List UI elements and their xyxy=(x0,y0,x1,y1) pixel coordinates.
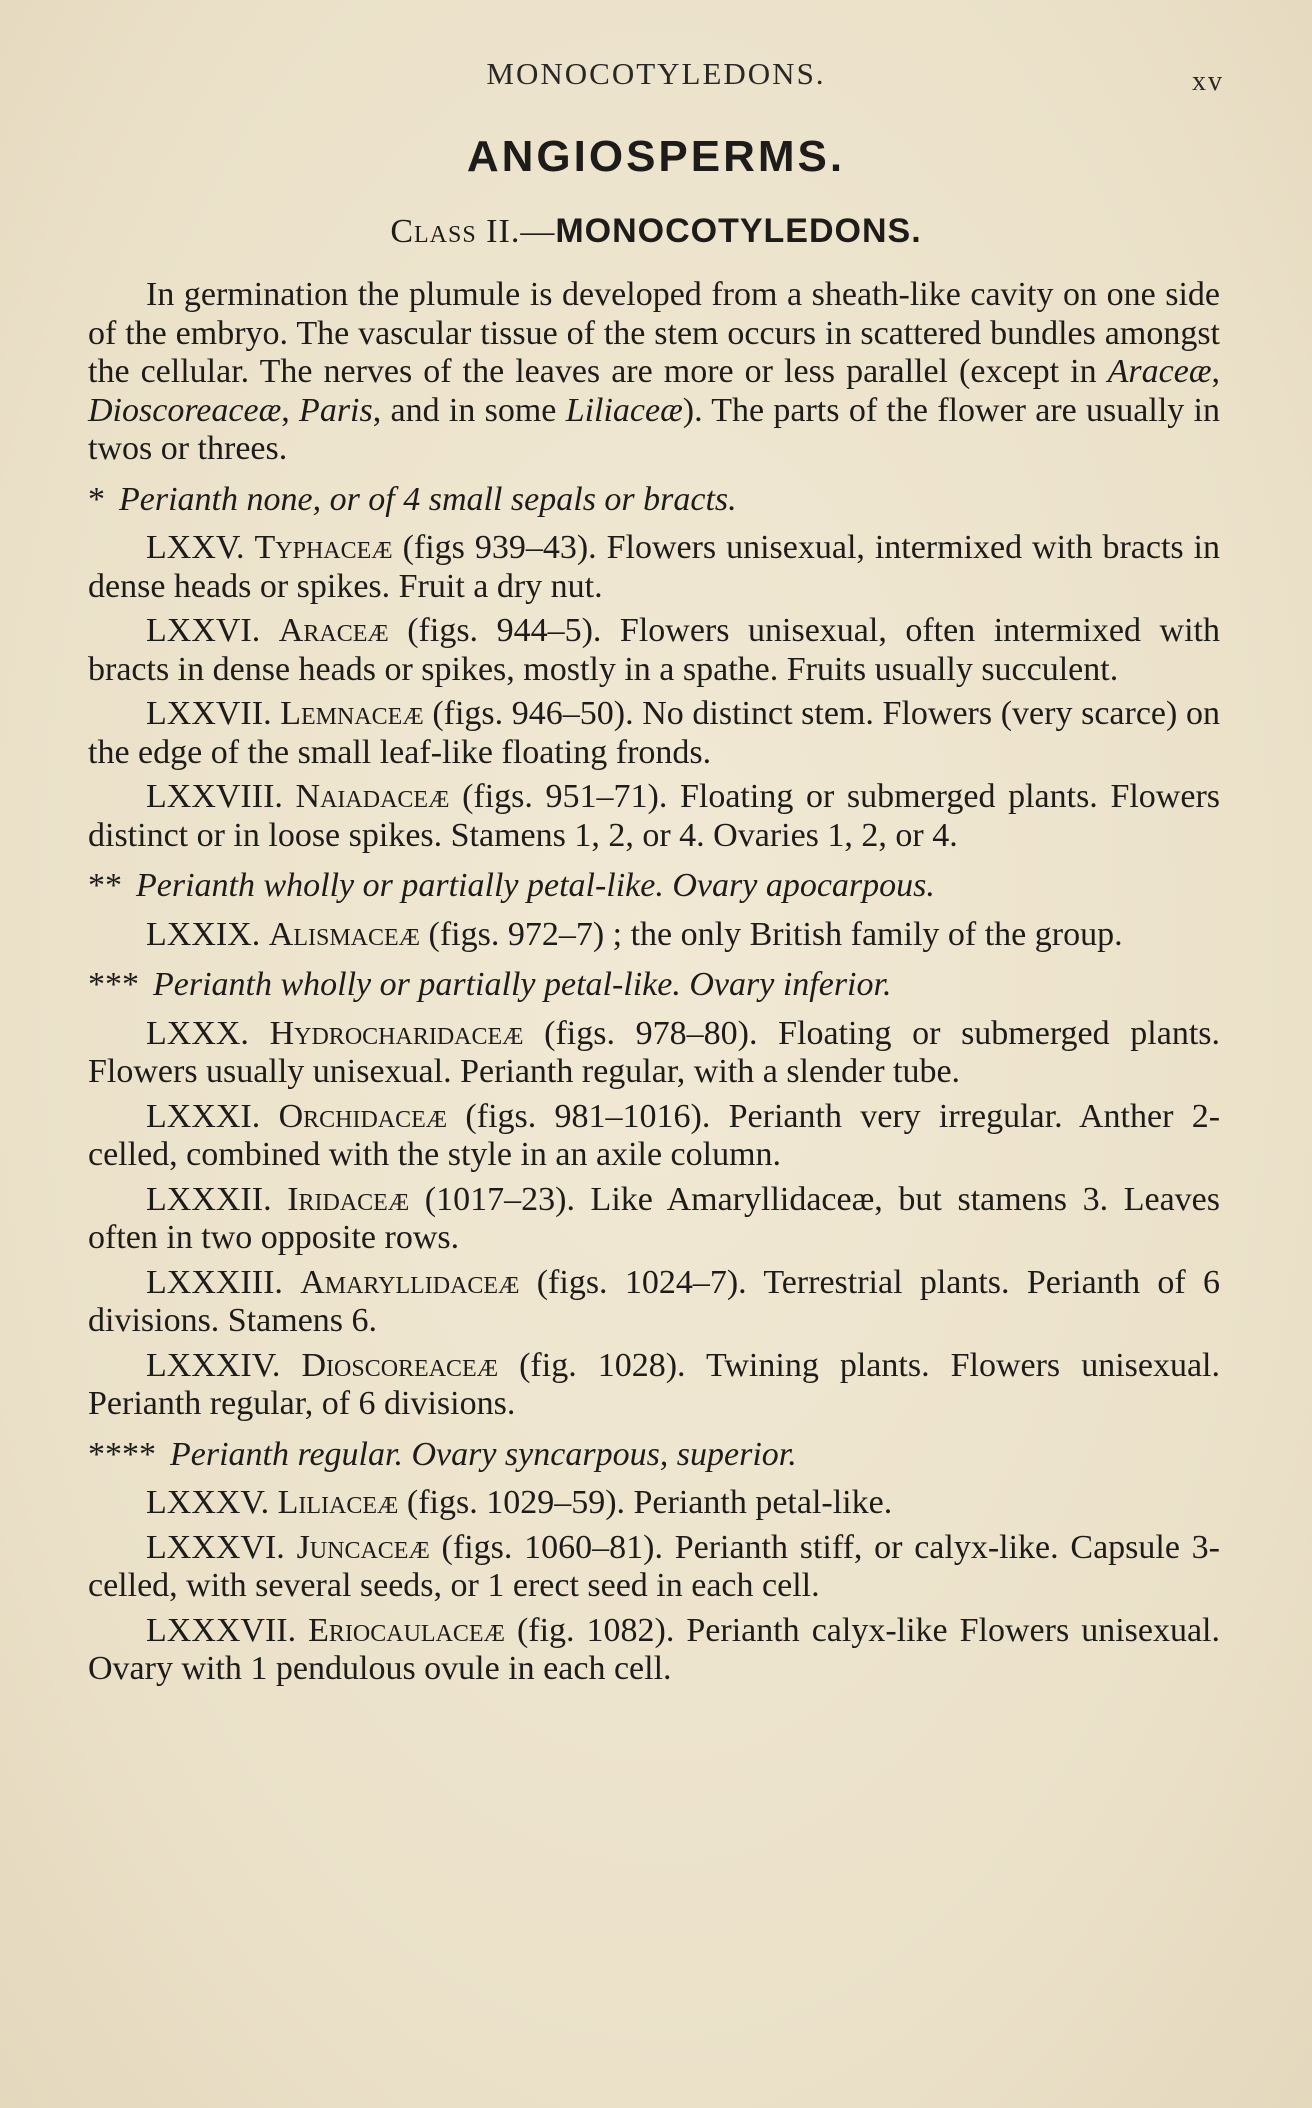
family-description: (figs. 951–71). Floating or submerged plants. Flowers distinct or in loose spikes. Stamens 1, 2, or 4. Ovaries 1, 2, or 4. xyxy=(88,778,1220,854)
group-text: Perianth regular. Ovary syncarpous, superior. xyxy=(170,1435,797,1473)
family-entry xyxy=(88,1264,1220,1341)
group-heading xyxy=(88,867,1220,906)
family-number: LXXIX. xyxy=(146,915,261,953)
family-entry xyxy=(88,612,1220,689)
family-number: LXXXVII. xyxy=(146,1611,297,1649)
family-name: Alismaceæ xyxy=(268,915,420,953)
family-number: LXXXIII. xyxy=(146,1263,283,1301)
family-name: Juncaceæ xyxy=(296,1528,430,1566)
family-description: (figs. 1060–81). Perianth stiff, or calyx-like. Capsule 3-celled, with several seeds, or 1 erect seed in each cell. xyxy=(88,1528,1220,1604)
class-heading-prefix: Class II.— xyxy=(390,213,556,250)
page-number: xv xyxy=(1192,66,1224,97)
family-number: LXXXV. xyxy=(146,1484,270,1521)
family-entry xyxy=(88,1098,1220,1175)
family-name: Araceæ xyxy=(278,612,389,649)
family-name: Lemnaceæ xyxy=(280,695,424,732)
family-description: (figs. 1029–59). Perianth petal-like. xyxy=(398,1484,893,1521)
intro-sep-3: , and in some xyxy=(372,391,566,429)
group-stars: **** xyxy=(88,1435,156,1473)
family-name: Eriocaulaceæ xyxy=(308,1611,505,1649)
family-description: (figs. 946–50). No distinct stem. Flowers (very scarce) on the edge of the small leaf-like floating fronds. xyxy=(88,695,1220,771)
class-heading-name: MONOCOTYLEDONS. xyxy=(555,212,922,250)
family-entry xyxy=(88,1529,1220,1606)
family-description: (figs. 981–1016). Perianth very irregular. Anther 2-celled, combined with the style in an axile column. xyxy=(88,1097,1221,1173)
family-entry xyxy=(88,778,1220,855)
group-text: Perianth none, or of 4 small sepals or bracts. xyxy=(119,480,737,518)
family-entry xyxy=(88,1347,1220,1424)
family-name: Orchidaceæ xyxy=(278,1097,448,1135)
family-number: LXXVII. xyxy=(146,695,272,732)
group-text: Perianth wholly or partially petal-like. Ovary inferior. xyxy=(153,966,892,1003)
group-stars: ** xyxy=(88,867,122,904)
family-number: LXXXI. xyxy=(146,1097,261,1135)
body-text xyxy=(88,276,1220,1695)
family-name: Naiadaceæ xyxy=(295,778,450,815)
group-stars: * xyxy=(88,480,105,518)
family-description: (figs. 944–5). Flowers unisexual, often intermixed with bracts in dense heads or spikes, mostly in a spathe. Fruits usually succulent. xyxy=(88,612,1220,688)
taxon-liliacea: Liliaceæ xyxy=(565,391,683,429)
intro-sep-2: , xyxy=(281,391,300,429)
class-heading xyxy=(0,212,1312,251)
family-number: LXXXIV. xyxy=(146,1346,281,1384)
group-heading xyxy=(88,481,1220,520)
family-number: LXXXVI. xyxy=(146,1528,285,1566)
family-description: (fig. 1082). Perianth calyx-like Flowers unisexual. Ovary with 1 pendulous ovule in each cell. xyxy=(88,1611,1221,1687)
family-number: LXXXII. xyxy=(146,1180,272,1218)
family-description: (figs 939–43). Flowers unisexual, intermixed with bracts in dense heads or spikes. Fruit a dry nut. xyxy=(88,529,1221,605)
group-heading xyxy=(88,966,1220,1005)
family-description: (1017–23). Like Amaryllidaceæ, but stamens 3. Leaves often in two opposite rows. xyxy=(88,1180,1220,1256)
running-header: MONOCOTYLEDONS. xyxy=(486,56,826,91)
family-number: LXXX. xyxy=(146,1014,249,1052)
taxon-aracea: Araceæ xyxy=(1107,353,1212,390)
family-entry xyxy=(88,695,1220,772)
family-number: LXXVIII. xyxy=(146,778,283,815)
family-description: (figs. 972–7) ; the only British family of the group. xyxy=(420,915,1123,953)
family-number: LXXV. xyxy=(146,529,245,566)
family-name: Hydrocharidaceæ xyxy=(269,1014,524,1052)
family-entry xyxy=(88,1612,1220,1689)
intro-sep-1: , xyxy=(1211,353,1220,390)
intro-paragraph xyxy=(88,276,1220,469)
family-entry xyxy=(88,529,1220,606)
family-name: Liliaceæ xyxy=(277,1484,399,1521)
family-description: (figs. 978–80). Floating or submerged plants. Flowers usually unisexual. Perianth regular, with a slender tube. xyxy=(88,1014,1220,1090)
family-name: Typhaceæ xyxy=(254,529,393,566)
taxon-dioscoreacea: Dioscoreaceæ xyxy=(88,391,282,429)
family-name: Dioscoreaceæ xyxy=(301,1346,499,1384)
intro-text-2: ). The parts of the flower are usually in twos or threes. xyxy=(88,391,1221,467)
page-title: ANGIOSPERMS. xyxy=(466,132,846,181)
family-number: LXXVI. xyxy=(146,612,261,649)
family-description: (figs. 1024–7). Terrestrial plants. Perianth of 6 divisions. Stamens 6. xyxy=(88,1263,1221,1339)
family-entry xyxy=(88,916,1220,955)
family-entry xyxy=(88,1484,1220,1523)
group-text: Perianth wholly or partially petal-like. Ovary apocarpous. xyxy=(136,867,935,904)
family-name: Amaryllidaceæ xyxy=(300,1263,520,1301)
group-heading xyxy=(88,1436,1220,1475)
group-stars: *** xyxy=(88,966,139,1003)
family-description: (fig. 1028). Twining plants. Flowers unisexual. Perianth regular, of 6 divisions. xyxy=(88,1346,1221,1422)
family-name: Iridaceæ xyxy=(287,1180,410,1218)
family-entry xyxy=(88,1015,1220,1092)
family-entry xyxy=(88,1181,1220,1258)
intro-text-1: In germination the plumule is developed from a sheath-like cavity on one side of the embryo. The vascular tissue of the stem occurs in scattered bundles amongst the cellular. The nerves of the leaves are more or less parallel (except in xyxy=(88,276,1220,390)
taxon-paris: Paris xyxy=(299,391,373,429)
